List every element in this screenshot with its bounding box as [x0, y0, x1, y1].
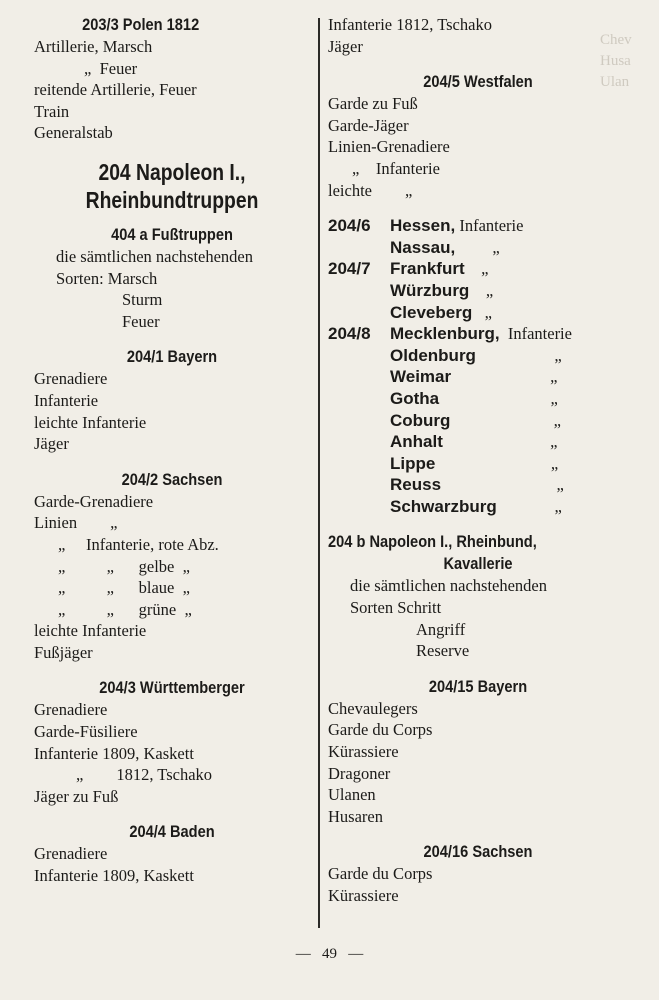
- state-name: Würzburg: [390, 280, 470, 300]
- state-row: [328, 431, 628, 453]
- section-heading-203-3: 203/3 Polen 1812: [82, 15, 200, 34]
- state-row: [328, 215, 628, 237]
- state-suffix: „: [435, 453, 559, 473]
- state-name: Oldenburg: [390, 345, 476, 365]
- section-heading-204-16: 204/16 Sachsen: [423, 842, 533, 862]
- state-suffix: „: [441, 475, 564, 495]
- list-item: „ Infanterie, rote Abz.: [58, 534, 219, 554]
- bleed-through-text: Chev Husa Ulan: [600, 32, 632, 90]
- list-item: Ulanen: [328, 785, 376, 805]
- state-row: [328, 388, 628, 410]
- list-item: die sämtlichen nachstehenden: [56, 246, 254, 266]
- right-column: [328, 14, 628, 907]
- section-heading-204-2: 204/2 Sachsen: [121, 469, 223, 489]
- state-suffix: Infanterie: [455, 216, 524, 236]
- state-row: [328, 280, 628, 302]
- state-row: [328, 345, 628, 367]
- state-suffix: „: [450, 410, 561, 430]
- state-row: [328, 302, 628, 324]
- state-name: Mecklenburg,: [390, 324, 500, 344]
- list-item: Linien-Grenadiere: [328, 137, 450, 157]
- list-item: Infanterie 1812, Tschako: [328, 15, 492, 34]
- state-suffix: „: [464, 259, 489, 279]
- list-item: Jäger zu Fuß: [34, 786, 119, 806]
- state-row: [328, 453, 628, 475]
- state-suffix: „: [439, 388, 558, 408]
- state-suffix: „: [496, 496, 562, 516]
- list-item: Husaren: [328, 806, 383, 826]
- state-row: [328, 366, 628, 388]
- list-item: „ „ gelbe „: [58, 556, 190, 576]
- section-heading-204b: 204 b Napoleon I., Rheinbund,: [328, 532, 537, 552]
- state-name: Coburg: [390, 410, 451, 430]
- section-subheading-204b: Kavallerie: [443, 554, 513, 574]
- state-suffix: „: [475, 345, 562, 365]
- list-item: leichte Infanterie: [34, 412, 147, 432]
- state-number: 204/8: [328, 324, 371, 344]
- list-item: Angriff: [416, 619, 466, 639]
- column-divider: [318, 18, 320, 928]
- section-heading-204-1: 204/1 Bayern: [126, 347, 218, 367]
- list-item: reitende Artillerie, Feuer: [34, 80, 197, 100]
- list-item: Garde-Jäger: [328, 115, 409, 135]
- state-name: Frankfurt: [390, 259, 465, 279]
- list-item: Generalstab: [34, 123, 113, 143]
- section-heading-204-3: 204/3 Württemberger: [99, 678, 245, 698]
- list-item: Train: [34, 101, 70, 121]
- state-suffix: „: [442, 432, 558, 452]
- section-heading-204-4: 204/4 Baden: [129, 822, 215, 842]
- list-item: Reserve: [416, 641, 470, 661]
- state-suffix: „: [451, 367, 558, 387]
- list-item: Garde-Füsiliere: [34, 722, 138, 742]
- list-item: „ 1812, Tschako: [76, 765, 213, 785]
- state-name: Lippe: [390, 453, 436, 473]
- list-item: Sturm: [122, 290, 163, 310]
- state-name: Reuss: [390, 475, 442, 495]
- list-item: „ Infanterie: [352, 158, 440, 178]
- list-item: Feuer: [122, 311, 160, 331]
- state-name: Cleveberg: [390, 302, 473, 322]
- list-item: Artillerie, Marsch: [34, 37, 153, 56]
- list-item: Dragoner: [328, 763, 391, 783]
- state-name: Hessen,: [390, 216, 456, 236]
- state-row: [328, 496, 628, 518]
- list-item: „ Feuer: [84, 58, 138, 78]
- state-row: [328, 258, 628, 280]
- list-item: „ „ blaue „: [58, 578, 190, 598]
- list-item: Grenadiere: [34, 369, 108, 389]
- list-item: Garde-Grenadiere: [34, 491, 154, 511]
- list-item: leichte „: [328, 180, 413, 200]
- section-heading-404a: 404 a Fußtruppen: [111, 224, 233, 244]
- page-number: — 49 —: [295, 946, 364, 962]
- state-number: 204/7: [328, 259, 371, 279]
- list-item: Linien „: [34, 513, 118, 533]
- state-suffix: Infanterie: [499, 324, 572, 344]
- chapter-title-204: 204 Napoleon I.,: [98, 158, 246, 185]
- state-name: Weimar: [390, 367, 452, 387]
- list-item: leichte Infanterie: [34, 621, 147, 641]
- state-suffix: „: [469, 280, 494, 300]
- list-item: Jäger: [34, 434, 69, 454]
- list-item: Sorten: Marsch: [56, 268, 158, 288]
- list-item: Kürassiere: [328, 742, 399, 762]
- list-item: Kürassiere: [328, 886, 399, 905]
- state-row: [328, 237, 628, 259]
- state-name: Nassau,: [390, 237, 456, 257]
- list-item: Chevaulegers: [328, 698, 418, 718]
- state-row: [328, 323, 628, 345]
- list-item: Garde du Corps: [328, 864, 433, 884]
- list-item: Infanterie 1809, Kaskett: [34, 866, 194, 886]
- state-suffix: „: [472, 302, 492, 322]
- state-suffix: „: [455, 237, 500, 257]
- section-heading-204-5: 204/5 Westfalen: [423, 72, 533, 92]
- list-item: „ „ grüne „: [58, 599, 192, 619]
- list-item: Grenadiere: [34, 700, 108, 720]
- state-name: Anhalt: [390, 432, 443, 452]
- state-number: 204/6: [328, 216, 371, 236]
- chapter-subtitle-204: Rheinbundtruppen: [85, 186, 259, 213]
- state-row: [328, 474, 628, 496]
- states-list: [328, 215, 628, 517]
- state-row: [328, 410, 628, 432]
- list-item: Jäger: [328, 36, 363, 56]
- state-name: Schwarzburg: [390, 496, 497, 516]
- list-item: die sämtlichen nachstehenden: [350, 576, 548, 596]
- list-item: Grenadiere: [34, 844, 108, 864]
- list-item: Fußjäger: [34, 642, 93, 662]
- left-column: [34, 14, 310, 887]
- list-item: Garde du Corps: [328, 720, 433, 740]
- list-item: Infanterie: [34, 390, 99, 410]
- list-item: Infanterie 1809, Kaskett: [34, 743, 194, 763]
- list-item: Garde zu Fuß: [328, 94, 418, 114]
- state-name: Gotha: [390, 388, 440, 408]
- list-item: Sorten Schritt: [350, 598, 442, 618]
- section-heading-204-15: 204/15 Bayern: [428, 676, 528, 696]
